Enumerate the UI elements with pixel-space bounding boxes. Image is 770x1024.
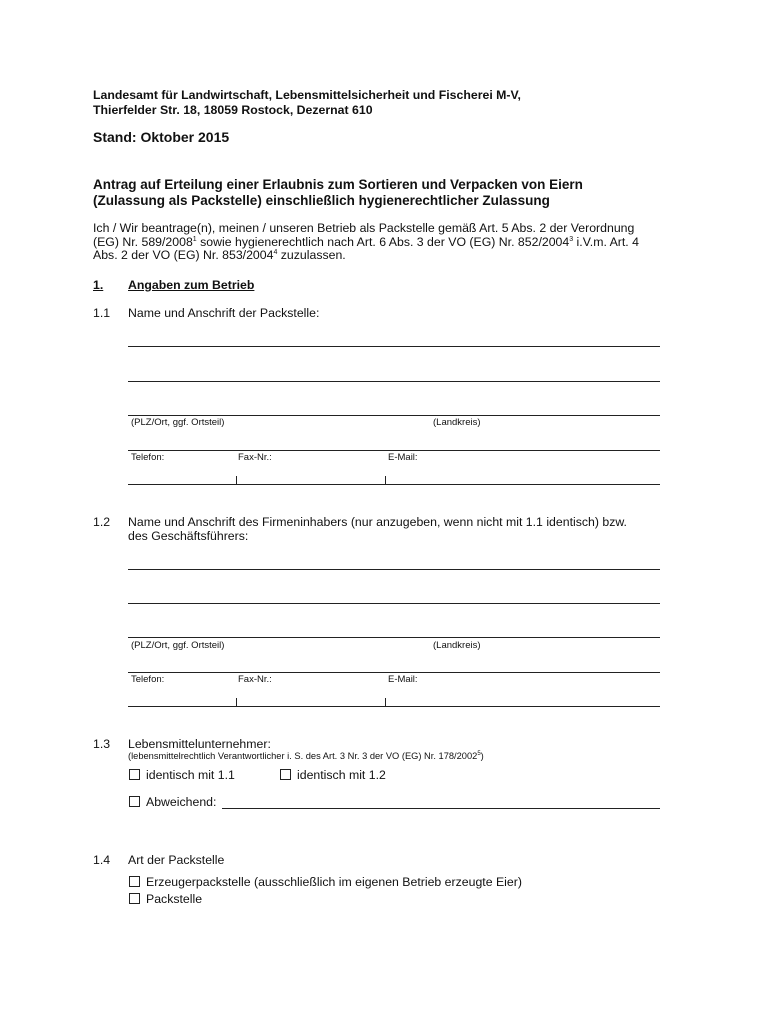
intro-line3: Abs. 2 der VO (EG) Nr. 853/2004$^4$ zuzulassen.: [93, 248, 346, 262]
item-1-2-number: 1.2: [93, 515, 111, 529]
owner-address-line[interactable]: [128, 603, 660, 604]
checkbox-identisch-1-2-label: identisch mit 1.2: [297, 768, 386, 782]
contact-divider: [236, 698, 237, 706]
abweichend-input-line[interactable]: [222, 808, 660, 809]
item-1-4-label: Art der Packstelle: [128, 853, 225, 867]
document-date: Stand: Oktober 2015: [93, 129, 230, 145]
authority-address: Thierfelder Str. 18, 18059 Rostock, Dezernat 610: [93, 103, 373, 117]
owner-contact-line[interactable]: [128, 672, 660, 673]
contact-divider: [385, 476, 386, 484]
packstelle-contact-line[interactable]: [128, 450, 660, 451]
telefon-caption: Telefon:: [131, 452, 165, 463]
packstelle-contact-bottom-line[interactable]: [128, 484, 660, 485]
checkbox-identisch-1-2[interactable]: [280, 769, 291, 780]
checkbox-identisch-1-1[interactable]: [129, 769, 140, 780]
authority-name: Landesamt für Landwirtschaft, Lebensmittelsicherheit und Fischerei M-V,: [93, 88, 521, 102]
item-1-2-label-line1: Name und Anschrift des Firmeninhabers (nur anzugeben, wenn nicht mit 1.1 identisch) bzw.: [128, 515, 627, 529]
intro-line2: (EG) Nr. 589/2008$^1$ sowie hygienerechtlich nach Art. 6 Abs. 3 der VO (EG) Nr. 852/2004$^3$ i.V.m. Art. 4: [93, 235, 639, 249]
item-1-4-number: 1.4: [93, 853, 111, 867]
section-1-number: 1.: [93, 278, 104, 292]
checkbox-erzeugerpackstelle[interactable]: [129, 876, 140, 887]
packstelle-address-line[interactable]: [128, 381, 660, 382]
landkreis-caption: (Landkreis): [433, 640, 481, 651]
checkbox-packstelle[interactable]: [129, 893, 140, 904]
form-title-line1: Antrag auf Erteilung einer Erlaubnis zum Sortieren und Verpacken von Eiern: [93, 177, 583, 192]
form-title-line2: (Zulassung als Packstelle) einschließlich hygienerechtlicher Zulassung: [93, 193, 550, 208]
telefon-caption: Telefon:: [131, 674, 165, 685]
checkbox-packstelle-label: Packstelle: [146, 892, 203, 906]
contact-divider: [236, 476, 237, 484]
item-1-1-label: Name und Anschrift der Packstelle:: [128, 306, 320, 320]
checkbox-abweichend[interactable]: [129, 796, 140, 807]
checkbox-abweichend-label: Abweichend:: [146, 795, 217, 809]
owner-contact-bottom-line[interactable]: [128, 706, 660, 707]
checkbox-erzeugerpackstelle-label: Erzeugerpackstelle (ausschließlich im eigenen Betrieb erzeugte Eier): [146, 875, 522, 889]
fax-caption: Fax-Nr.:: [238, 452, 272, 463]
item-1-3-note: (lebensmittelrechtlich Verantwortlicher i. S. des Art. 3 Nr. 3 der VO (EG) Nr. 178/2002$^5$): [128, 751, 484, 761]
plz-caption: (PLZ/Ort, ggf. Ortsteil): [131, 417, 225, 428]
item-1-3-number: 1.3: [93, 737, 111, 751]
checkbox-identisch-1-1-label: identisch mit 1.1: [146, 768, 235, 782]
intro-line1: Ich / Wir beantrage(n), meinen / unseren Betrieb als Packstelle gemäß Art. 5 Abs. 2 der Verordnung: [93, 221, 635, 235]
item-1-2-label-line2: des Geschäftsführers:: [128, 529, 249, 543]
packstelle-plz-line[interactable]: [128, 415, 660, 416]
email-caption: E-Mail:: [388, 674, 418, 685]
item-1-3-label: Lebensmittelunternehmer:: [128, 737, 271, 751]
landkreis-caption: (Landkreis): [433, 417, 481, 428]
owner-name-line[interactable]: [128, 569, 660, 570]
fax-caption: Fax-Nr.:: [238, 674, 272, 685]
plz-caption: (PLZ/Ort, ggf. Ortsteil): [131, 640, 225, 651]
contact-divider: [385, 698, 386, 706]
section-1-title: Angaben zum Betrieb: [128, 278, 255, 292]
email-caption: E-Mail:: [388, 452, 418, 463]
owner-plz-line[interactable]: [128, 637, 660, 638]
item-1-1-number: 1.1: [93, 306, 111, 320]
packstelle-name-line[interactable]: [128, 346, 660, 347]
